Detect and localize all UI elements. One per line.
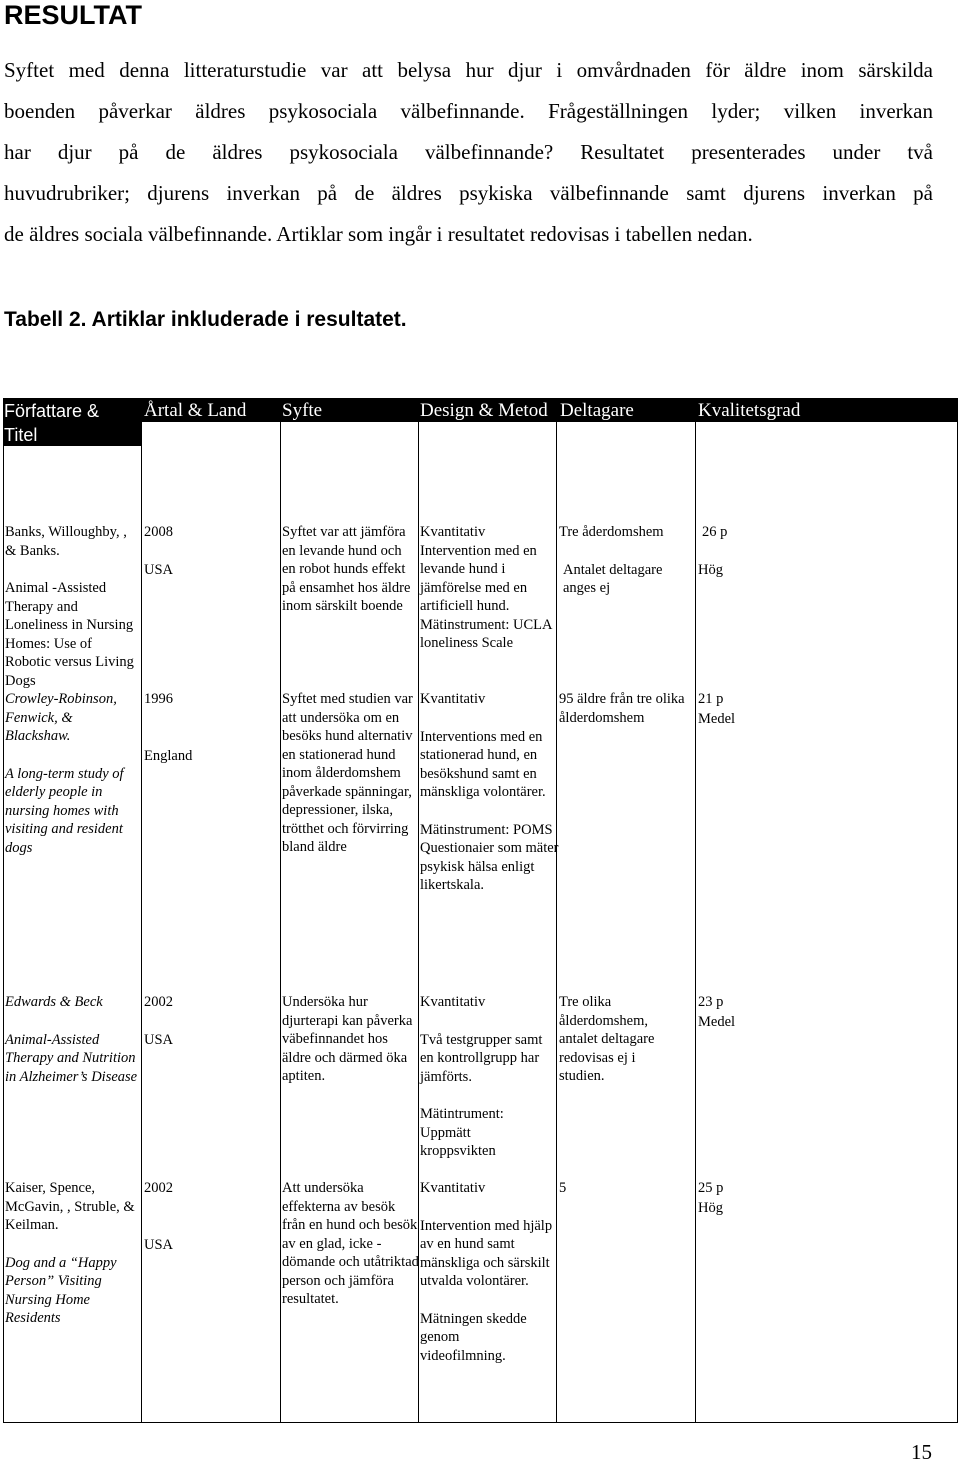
intro-line: boenden påverkar äldres psykosociala välbefinnande. Frågeställningen lyder; vilken inverkan — [4, 99, 933, 123]
participants-count: 5 — [559, 1180, 567, 1196]
cell-design — [420, 690, 560, 895]
design-method: Interventions med en stationerad hund, en besökshund samt en mänskliga volontärer. — [420, 728, 546, 800]
page-number: 15 — [911, 1440, 932, 1464]
cell-aim — [282, 523, 418, 616]
section-heading: RESULTAT — [4, 0, 142, 30]
cell-author — [5, 690, 140, 857]
year: 2002 — [144, 1180, 173, 1196]
cell-quality — [698, 523, 798, 579]
design-instrument: Mätinstrument: UCLA loneliness Scale — [420, 616, 552, 651]
design-instrument: Mätintrument: Uppmätt kroppsvikten — [420, 1106, 504, 1159]
quality-score: 25 p — [698, 1180, 724, 1196]
design-instrument: Mätinstrument: POMS Questionaier som mäter psykisk hälsa enligt likertskala. — [420, 821, 559, 893]
cell-year-country — [144, 1179, 278, 1254]
quality-score: 21 p — [698, 691, 724, 707]
table-border — [141, 422, 142, 1423]
article-title: Animal -Assisted Therapy and Loneliness in Nursing Homes: Use of Robotic versus Living Dogs — [5, 580, 134, 689]
intro-line: Syftet med denna litteraturstudie var att belysa hur djur i omvårdnaden för äldre inom särskilda — [4, 58, 933, 82]
table-border — [280, 422, 281, 1423]
aim: Att undersöka effekterna av besök från en hund och besök av en glad, icke - dömande och utåtriktad person och jämföra resultatet. — [282, 1180, 419, 1307]
cell-participants — [559, 1179, 679, 1198]
aim: Undersöka hur djurterapi kan påverka väbefinnandet hos äldre och därmed öka aptiten. — [282, 994, 413, 1084]
intro-line: har djur på de äldres psykosociala välbefinnande? Resultatet presenterades under två — [4, 140, 933, 164]
quality-score: 23 p — [698, 994, 724, 1010]
year: 2008 — [144, 524, 173, 540]
header-quality: Kvalitetsgrad — [698, 400, 801, 421]
country: USA — [144, 561, 174, 578]
header-design-method: Design & Metod — [420, 400, 548, 421]
article-title: A long-term study of elderly people in nursing homes with visiting and resident dogs — [5, 765, 124, 856]
author-names: Edwards & Beck — [5, 994, 103, 1010]
author-names: Kaiser, Spence, McGavin, , Struble, & Keilman. — [5, 1180, 135, 1233]
country: USA — [144, 1236, 174, 1253]
design-type: Kvantitativ — [420, 524, 486, 540]
aim: Syftet var att jämföra en levande hund och en robot hunds effekt på ensamhet hos äldre inom särskilt boende — [282, 524, 411, 614]
quality-score: 26 p — [702, 524, 728, 540]
design-instrument: Mätningen skedde genom videofilmning. — [420, 1310, 527, 1364]
table-border — [695, 422, 696, 1423]
header-year-country: Årtal & Land — [144, 400, 247, 421]
table-border — [3, 446, 4, 1423]
aim: Syftet med studien var att undersöka om en besöks hund alternativ en stationerad hund inom ålderdomshem påverkade spänningar, depressioner, ilska, trötthet och förvirring bland äldre — [282, 691, 413, 855]
design-method: Intervention med en levande hund i jämförelse med en artificiell hund. — [420, 542, 537, 614]
cell-year-country — [144, 523, 278, 579]
cell-participants — [559, 993, 679, 1086]
header-participants: Deltagare — [560, 400, 634, 421]
intro-line: huvudrubriker; djurens inverkan på de äldres psykiska välbefinnande samt djurens inverkan på — [4, 181, 933, 205]
table-border — [957, 422, 958, 1423]
quality-grade: Hög — [698, 1199, 723, 1216]
cell-year-country — [144, 690, 278, 765]
year: 2002 — [144, 994, 173, 1010]
intro-paragraph — [4, 50, 933, 255]
quality-grade: Medel — [698, 710, 736, 727]
quality-grade: Hög — [698, 561, 723, 578]
article-title: Dog and a “Happy Person” Visiting Nursing Home Residents — [5, 1254, 117, 1326]
participants-settings: Tre olika ålderdomshem, antalet deltagare redovisas ej i studien. — [559, 994, 655, 1084]
author-names: Crowley-Robinson, Fenwick, & Blackshaw. — [5, 691, 117, 744]
table-caption: Tabell 2. Artiklar inkluderade i resultatet. — [4, 308, 407, 331]
cell-participants — [559, 523, 693, 598]
country: USA — [144, 1031, 174, 1048]
design-type: Kvantitativ — [420, 994, 486, 1010]
cell-author — [5, 993, 140, 1086]
year: 1996 — [144, 691, 173, 707]
participants-settings: 95 äldre från tre olika ålderdomshem — [559, 691, 685, 726]
cell-design — [420, 523, 560, 653]
design-type: Kvantitativ — [420, 1180, 486, 1196]
participants-settings: Tre åderdomshem — [559, 524, 664, 540]
quality-grade: Medel — [698, 1013, 736, 1030]
cell-aim — [282, 993, 414, 1086]
header-aim: Syfte — [282, 400, 323, 421]
design-type: Kvantitativ — [420, 691, 486, 707]
cell-author — [5, 1179, 140, 1328]
country: England — [144, 747, 193, 764]
article-title: Animal-Assisted Therapy and Nutrition in Alzheimer’s Disease — [5, 1031, 138, 1085]
cell-design — [420, 993, 550, 1161]
intro-line: de äldres sociala välbefinnande. Artiklar som ingår i resultatet redovisas i tabellen nedan. — [4, 222, 753, 246]
table-border — [3, 1422, 958, 1423]
cell-design — [420, 1179, 554, 1365]
cell-aim — [282, 690, 420, 857]
cell-author — [5, 523, 140, 690]
cell-quality — [698, 993, 798, 1031]
design-method: Intervention med hjälp av en hund samt mänskliga och särskilt utvalda volontärer. — [420, 1217, 553, 1289]
cell-participants — [559, 690, 695, 727]
cell-aim — [282, 1179, 420, 1309]
header-author: Författare & Titel — [4, 401, 100, 445]
participants-count: Antalet deltagare anges ej — [563, 561, 663, 596]
cell-quality — [698, 1179, 798, 1217]
author-names: Banks, Willoughby, , & Banks. — [5, 524, 127, 559]
design-method: Två testgrupper samt en kontrollgrupp har jämförts. — [420, 1031, 543, 1085]
cell-quality — [698, 690, 798, 728]
cell-year-country — [144, 993, 278, 1049]
